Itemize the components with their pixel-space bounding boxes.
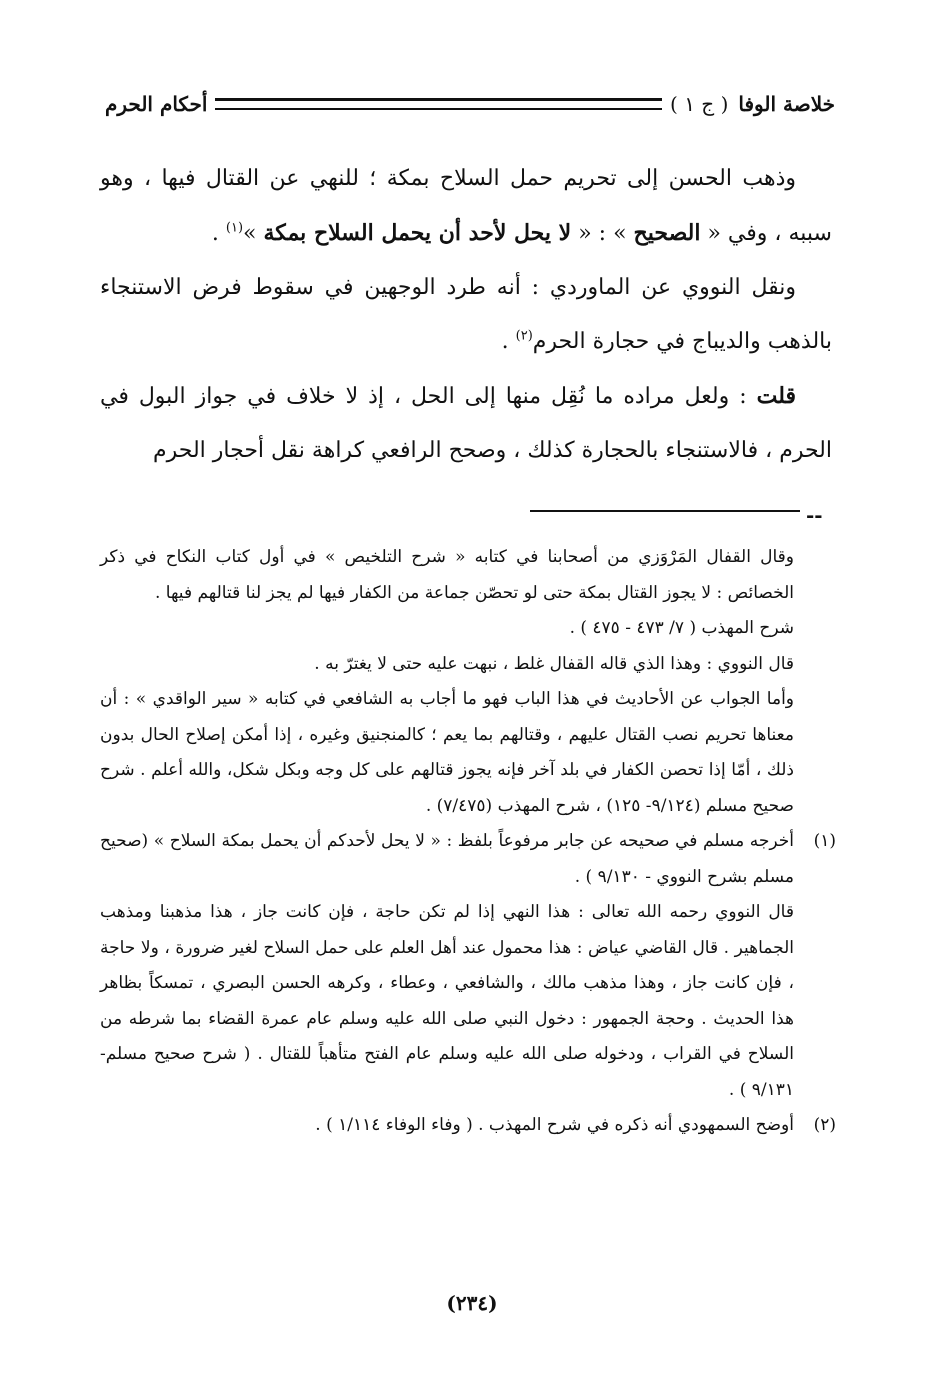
footnote-1-number: (١) [813,831,836,851]
header-rule [215,98,662,110]
footnote-2-number: (٢) [813,1115,836,1135]
paragraph-3 [100,369,832,478]
footnote-separator [530,510,800,512]
header-volume: ( ج ١ ) [670,92,729,116]
p1-bold-a: الصحيح [633,220,701,246]
footnote-continued-line: شرح المهذب ( ٧/ ٤٧٣ - ٤٧٥ ) . [569,618,794,638]
footnote-continued-line: قال النووي : وهذا الذي قاله القفال غلط ، نبهت عليه حتى لا يغترّ به . [314,653,794,674]
footnote-continued-line: وقال القفال المَرْوَزي من أصحابنا في كتابه « شرح التلخيص » في أول كتاب النكاح في ذكر الخصائص : لا يجوز القتال بمكة حتى لو تحصّن جماعة من الكفار فيها لم يجز لنا قتالهم فيها . [100,547,794,603]
p3-text: : ولعل مراده ما نُقِل منها إلى الحل ، إذ لا خلاف في جواز البول في الحرم ، فالاستنجاء بالحجارة كذلك ، وصحح الرافعي كراهة نقل أحجار الحرم [100,384,832,463]
footnote-2-text: أوضح السمهودي أنه ذكره في شرح المهذب . ( وفاء الوفاء ١/١١٤ ) . [315,1115,794,1135]
footnote-ref-2[interactable]: (٢) [515,328,533,344]
footnotes [100,540,836,1144]
footnote-continued-line: وأما الجواب عن الأحاديث في هذا الباب فهو ما أجاب به الشافعي في كتابه « سير الواقدي » : أن معناها تحريم نصب القتال عليهم ، وقتالهم بما يعم ؛ كالمنجنيق وغيره ، إذا أمكن إصلاح الحال بدون ذلك ، أمّا إذا تحصن الكفار في بلد آخر فإنه يجوز قتالهم على كل وجه وبكل شكل، والله أعلم . شرح صحيح مسلم (٩/١٢٤- ١٢٥) ، شرح المهذب (٧/٤٧٥) . [100,689,794,816]
p2-text: ونقل النووي عن الماوردي : أنه طرد الوجهين في سقوط فرض الاستنجاء بالذهب والديباج في حجارة الحرم [100,275,832,354]
p1-text-c: » [243,221,264,246]
footnote-1-line: قال النووي رحمه الله تعالى : هذا النهي إذا لم تكن حاجة ، فإن كانت جاز ، هذا مذهبنا ومذهب الجماهير . قال القاضي عياض : هذا محمول عند أهل العلم على حمل السلاح لغير ضرورة ، ولا حاجة ، فإن كانت جاز ، وهذا مذهب مالك ، والشافعي ، وعطاء ، وكرهه الحسن البصري ، تمسكاً بظاهر هذا الحديث . وحجة الجمهور : دخول النبي صلى الله عليه وسلم عام عمرة القضاء بما شرطه من السلاح في القراب ، ودخوله صلى الله عليه وسلم عام الفتح متأهباً للقتال . ( شرح صحيح مسلم- ٩/١٣١ ) . [100,902,794,1100]
paragraph-1 [100,152,832,261]
running-header [105,86,835,122]
p1-text-b: » : « [571,221,634,246]
p2-end: . [501,329,516,354]
footnote-ref-1[interactable]: (١) [225,220,244,236]
header-book-title: خلاصة الوفا [738,92,835,116]
p1-end: . [211,221,226,246]
paragraph-2 [100,261,832,369]
header-chapter-title: أحكام الحرم [105,92,208,116]
main-text [100,152,832,478]
p1-text-a: وذهب الحسن إلى تحريم حمل السلاح بمكة ؛ للنهي عن القتال فيها ، وهو سببه ، وفي « [100,166,832,246]
footnote-1 [100,824,836,1108]
page-number: (٢٣٤) [446,1291,498,1315]
p1-bold-b: لا يحل لأحد أن يحمل السلاح بمكة [263,220,572,246]
footnote-2 [100,1108,836,1144]
separator-dash: -- [806,503,823,527]
p3-bold: قلت [756,383,796,409]
footnote-1-line: أخرجه مسلم في صحيحه عن جابر مرفوعاً بلفظ : « لا يحل لأحدكم أن يحمل بمكة السلاح » (صحيح مسلم بشرح النووي - ٩/١٣٠ ) . [100,831,794,887]
